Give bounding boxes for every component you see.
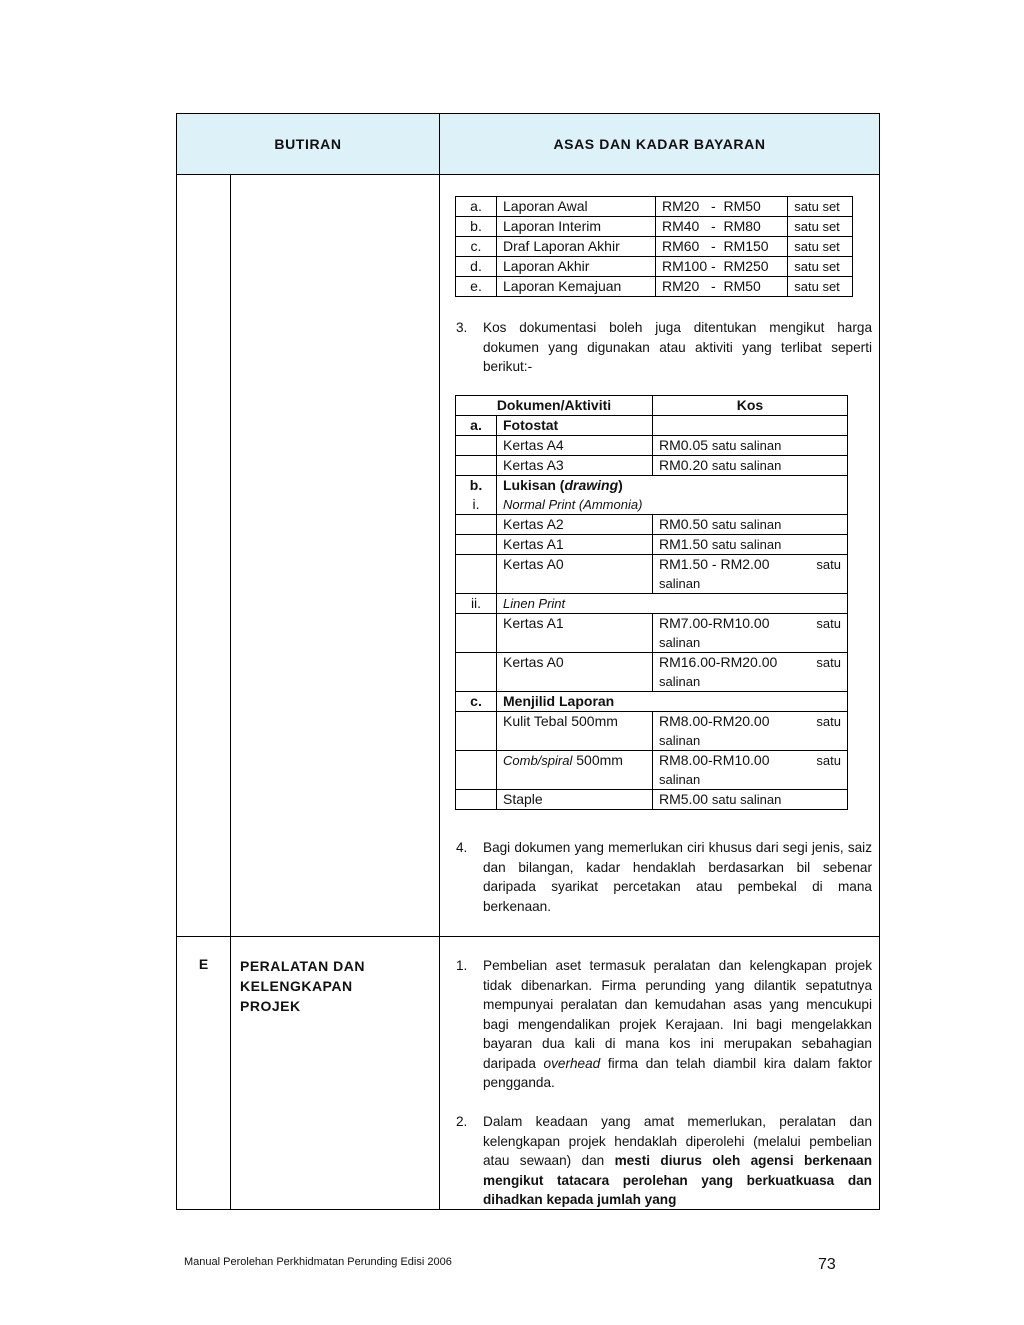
content-table	[176, 113, 880, 1210]
section-divider	[177, 936, 879, 937]
point-4: 4. Bagi dokumen yang memerlukan ciri khusus dari segi jenis, saiz dan bilangan, kadar hendaklah berdasarkan bil sebenar daripada syarikat percetakan atau pembekal di mana berkenaan.	[456, 840, 872, 914]
table-row: Kulit Tebal 500mm RM8.00-RM20.00 satu salinan	[456, 712, 848, 751]
table-row: a. Fotostat	[456, 416, 848, 436]
report-rates-table	[455, 196, 853, 297]
table-row: Kertas A4 RM0.05 satu salinan	[456, 436, 848, 456]
section-e-point-1: 1. Pembelian aset termasuk peralatan dan kelengkapan projek tidak dibenarkan. Firma perunding yang dilantik sepatutnya mempunyai peralatan dan kemudahan asas yang mencukupi bagi mengendalikan projek Kerajaan. Ini bagi mengelakkan bayaran dua kali di mana kos ini merupakan sebahagian daripada overhead firma dan telah diambil kira dalam faktor pengganda.	[456, 958, 873, 1090]
table-row: a. Laporan Awal RM20 - RM50 satu set	[456, 197, 853, 217]
table-row: Kertas A1 RM1.50 satu salinan	[456, 535, 848, 555]
table-row: c. Menjilid Laporan	[456, 692, 848, 712]
table-row	[456, 396, 848, 416]
header-asas-kadar: ASAS DAN KADAR BAYARAN	[553, 136, 766, 152]
table-row: c. Draf Laporan Akhir RM60 - RM150 satu set	[456, 237, 853, 257]
table-row: Staple RM5.00 satu salinan	[456, 790, 848, 810]
table-row: Kertas A0 RM1.50 - RM2.00 satu salinan	[456, 555, 848, 594]
table-row: ii. Linen Print	[456, 594, 848, 614]
table-row: Kertas A1 RM7.00-RM10.00 satu salinan	[456, 614, 848, 653]
section-e-point-2: 2. Dalam keadaan yang amat memerlukan, peralatan dan kelengkapan projek hendaklah diperolehi (melalui pembelian atau sewaan) dan mesti diurus oleh agensi berkenaan mengikut tatacara perolehan yang berkuatkuasa dan dihadkan kepada jumlah yang	[456, 1114, 872, 1207]
document-cost-table	[455, 395, 848, 810]
code-column-divider	[230, 175, 231, 1209]
table-row: d. Laporan Akhir RM100 - RM250 satu set	[456, 257, 853, 277]
table-row: Kertas A0 RM16.00-RM20.00 satu salinan	[456, 653, 848, 692]
table-row: Kertas A3 RM0.20 satu salinan	[456, 456, 848, 476]
section-code: E	[198, 956, 209, 972]
col-header-cost: Kos	[653, 396, 848, 416]
page-number: 73	[818, 1256, 836, 1273]
table-row: b. i. Lukisan (drawing) Normal Print (Ammonia)	[456, 476, 848, 515]
col-header-activity: Dokumen/Aktiviti	[456, 396, 653, 416]
table-row: Kertas A2 RM0.50 satu salinan	[456, 515, 848, 535]
footer-title: Manual Perolehan Perkhidmatan Perunding Edisi 2006	[184, 1256, 452, 1268]
table-row: e. Laporan Kemajuan RM20 - RM50 satu set	[456, 277, 853, 297]
column-divider	[439, 114, 440, 1209]
table-row: Comb/spiral 500mm RM8.00-RM10.00 satu salinan	[456, 751, 848, 790]
section-title: PERALATAN DAN KELENGKAPAN PROJEK	[240, 958, 365, 1014]
table-header	[177, 114, 879, 175]
header-butiran: BUTIRAN	[274, 136, 342, 152]
table-row: b. Laporan Interim RM40 - RM80 satu set	[456, 217, 853, 237]
point-3: 3. Kos dokumentasi boleh juga ditentukan mengikut harga dokumen yang digunakan atau aktiviti yang terlibat seperti berikut:-	[456, 320, 872, 374]
